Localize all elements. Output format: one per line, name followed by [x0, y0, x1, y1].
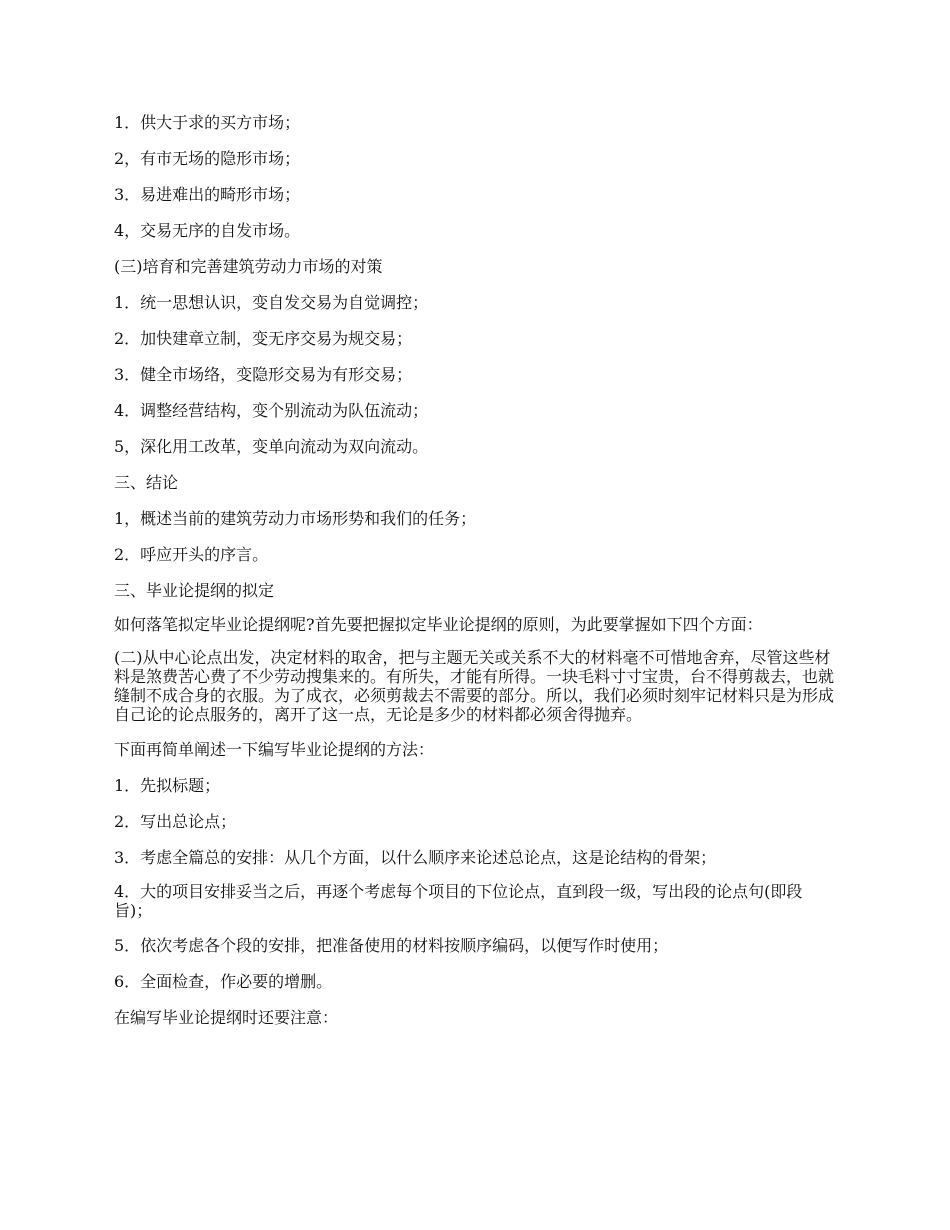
list-item-buyer-market: 1．供大于求的买方市场； [114, 113, 301, 132]
paragraph-method-intro: 下面再简单阐述一下编写毕业论提纲的方法： [114, 740, 435, 759]
list-item-spontaneous-market: 4，交易无序的自发市场。 [114, 221, 301, 240]
list-item-draft-title: 1．先拟标题； [114, 776, 221, 795]
list-item-review: 6．全面检查，作必要的增删。 [114, 972, 333, 991]
list-item-echo-preface: 2．呼应开头的序言。 [114, 545, 269, 564]
section-heading-conclusion: 三、结论 [114, 473, 179, 492]
document-body [114, 111, 838, 1042]
paragraph-notes-intro: 在编写毕业论提纲时还要注意： [114, 1008, 339, 1027]
paragraph-material-selection: (二)从中心论点出发，决定材料的取舍，把与主题无关或关系不大的材料毫不可惜地舍弃，尽管这些材料是煞费苦心费了不少劳动搜集来的。有所失，才能有所得。一块毛料寸寸宝贵，台不得剪裁去，也就缝制不成合身的衣服。为了成衣，必须剪裁去不需要的部分。所以，我们必须时刻牢记材料只是为形成自己论的论点服务的，离开了这一点，无论是多少的材料都必须舍得抛弃。 [114, 648, 835, 724]
list-item-market-network: 3．健全市场络，变隐形交易为有形交易； [114, 365, 413, 384]
list-item-overall-arrangement: 3．考虑全篇总的安排：从几个方面，以什么顺序来论述总论点，这是论结构的骨架； [114, 848, 717, 867]
paragraph-outline-intro: 如何落笔拟定毕业论提纲呢?首先要把握拟定毕业论提纲的原则，为此要掌握如下四个方面： [114, 615, 763, 634]
list-item-sub-arguments: 4．大的项目安排妥当之后，再逐个考虑每个项目的下位论点，直到段一级，写出段的论点句(即段旨)； [114, 882, 803, 920]
list-item-deformed-market: 3．易进难出的畸形市场； [114, 185, 301, 204]
list-item-business-structure: 4．调整经营结构，变个别流动为队伍流动； [114, 401, 429, 420]
section-heading-outline: 三、毕业论提纲的拟定 [114, 581, 275, 600]
list-item-summary: 1，概述当前的建筑劳动力市场形势和我们的任务； [114, 509, 477, 528]
list-item-main-thesis: 2．写出总论点； [114, 812, 237, 831]
list-item-paragraph-arrangement: 5．依次考虑各个段的安排，把准备使用的材料按顺序编码，以便写作时使用； [114, 936, 669, 955]
list-item-unify-thinking: 1．统一思想认识，变自发交易为自觉调控； [114, 293, 429, 312]
list-item-regulations: 2．加快建章立制，变无序交易为规交易； [114, 329, 413, 348]
list-item-hidden-market: 2，有市无场的隐形市场； [114, 149, 301, 168]
list-item-employment-reform: 5，深化用工改革，变单向流动为双向流动。 [114, 437, 429, 456]
section-heading-countermeasures: (三)培育和完善建筑劳动力市场的对策 [114, 257, 383, 276]
